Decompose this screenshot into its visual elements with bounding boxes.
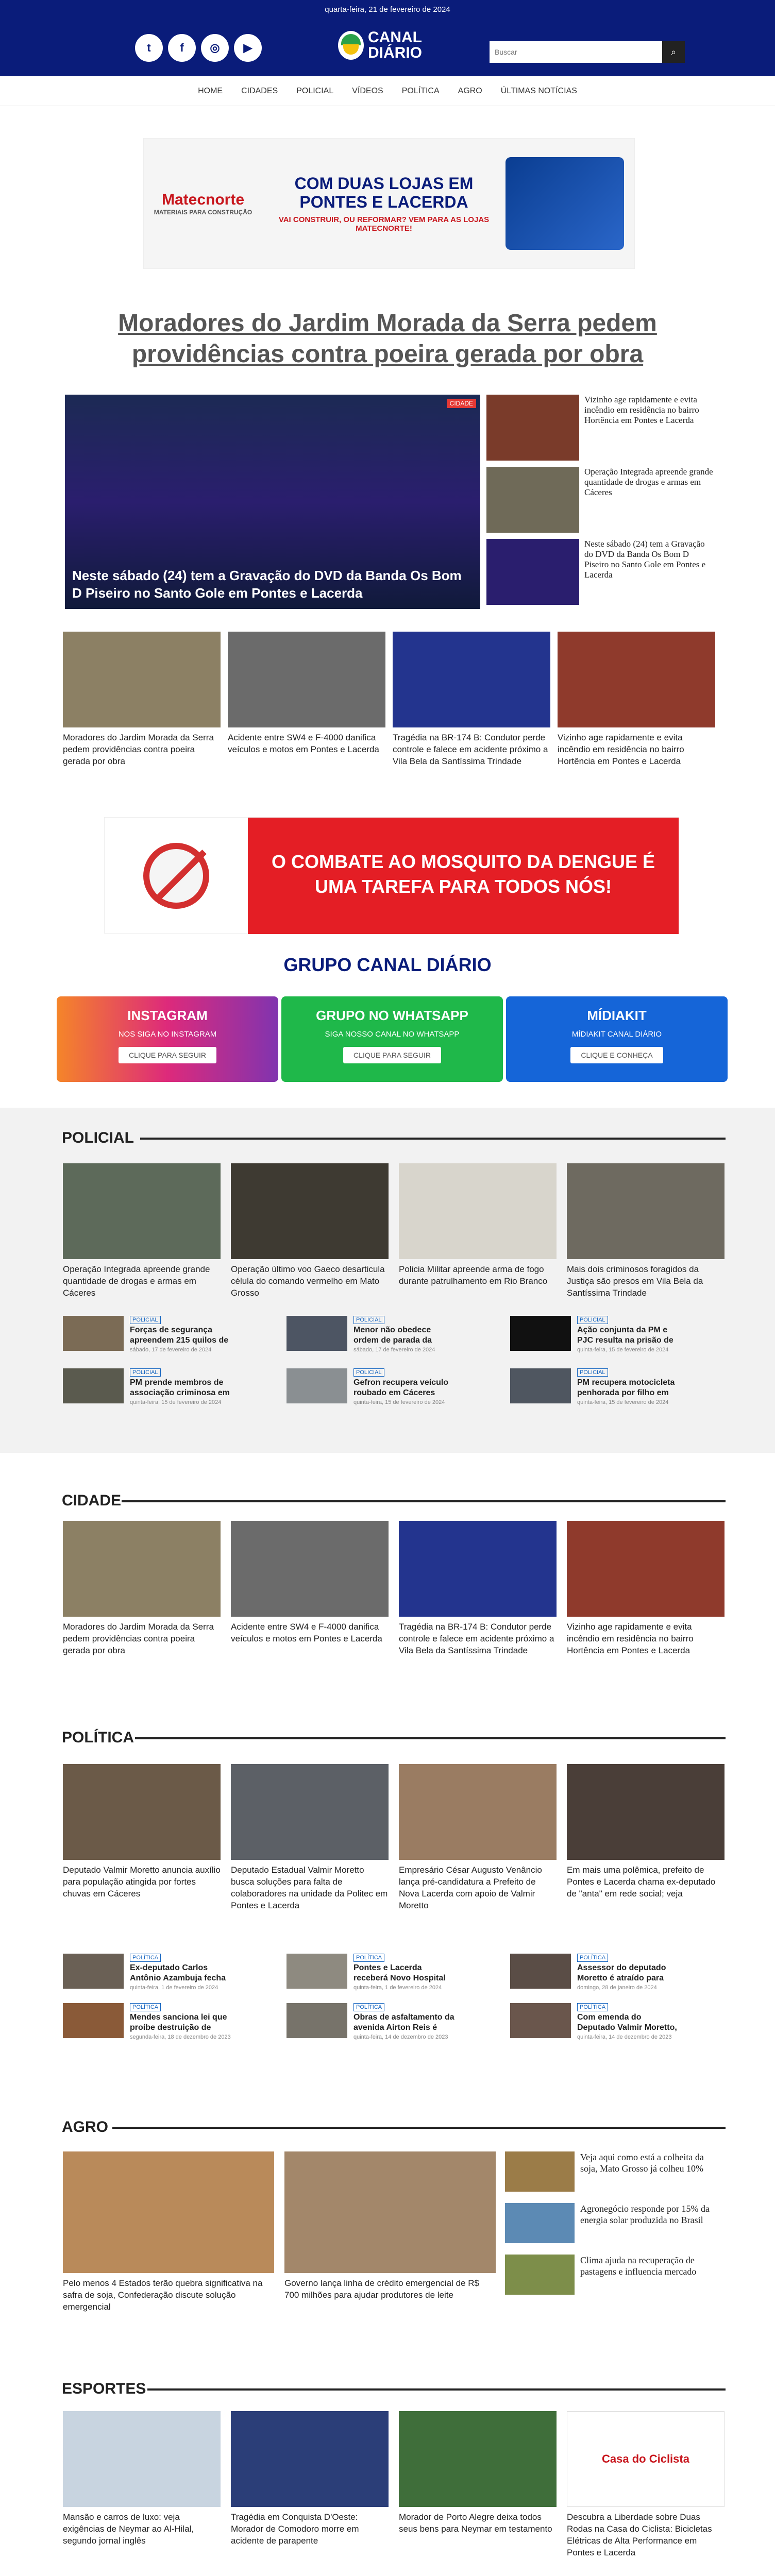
no-mosquito-icon (143, 843, 209, 909)
nav-videos[interactable]: VÍDEOS (352, 86, 383, 95)
side-story[interactable] (486, 539, 713, 605)
news-card-title: Governo lança linha de crédito emergencial de R$ 700 milhões para ajudar produtores de leite (284, 2278, 480, 2300)
youtube-icon[interactable]: ▶ (234, 34, 262, 62)
small-news-item[interactable] (287, 1316, 457, 1351)
news-card-image (63, 1764, 221, 1860)
small-news-image (63, 1368, 124, 1403)
news-card[interactable] (399, 1163, 557, 1287)
news-card-title: Acidente entre SW4 e F-4000 danifica veículos e motos em Pontes e Lacerda (231, 1622, 382, 1643)
small-news-image (63, 1316, 124, 1351)
news-card-image (231, 1163, 389, 1259)
news-card[interactable] (63, 1521, 221, 1656)
category-tag[interactable]: POLICIAL (130, 1368, 161, 1377)
news-card[interactable] (228, 632, 385, 755)
instagram-icon[interactable]: ◎ (201, 34, 229, 62)
small-news-item[interactable] (287, 1368, 457, 1403)
news-card-image (567, 1764, 725, 1860)
side-story-title: Operação Integrada apreende grande quantidade de drogas e armas em Cáceres (584, 467, 713, 497)
top-date-bar (0, 0, 775, 20)
news-card[interactable] (399, 1521, 557, 1656)
news-card-title: Moradores do Jardim Morada da Serra pedem providências contra poeira gerada por obra (63, 1622, 214, 1655)
small-news-title: Pontes e Lacerda receberá Novo Hospital (353, 1963, 446, 1982)
small-news-date: quinta-feira, 14 de dezembro de 2023 (577, 2034, 672, 2040)
category-tag[interactable]: POLÍTICA (577, 2003, 608, 2011)
hero-category: CIDADE (447, 399, 476, 408)
hero-slide[interactable] (65, 395, 480, 609)
category-tag[interactable]: POLÍTICA (353, 2003, 384, 2011)
news-card-image (567, 2411, 725, 2507)
news-card-title: Mais dois criminosos foragidos da Justiça são presos em Vila Bela da Santíssima Trindade (567, 1264, 703, 1298)
group-card-title: MÍDIAKIT (587, 1008, 647, 1023)
news-card[interactable] (231, 1764, 389, 1911)
dengue-campaign-banner[interactable] (104, 817, 679, 934)
small-news-image (63, 2003, 124, 2038)
main-nav (0, 76, 775, 106)
news-card-title: Tragédia na BR-174 B: Condutor perde controle e falece em acidente próximo a Vila Bela da Santíssima Trindade (393, 733, 548, 766)
agro-side-image (505, 2203, 575, 2243)
small-news-date: quinta-feira, 1 de fevereiro de 2024 (353, 1985, 442, 1991)
news-card[interactable] (567, 1521, 725, 1656)
small-news-item[interactable] (287, 1954, 457, 1989)
section-title: POLÍTICA (62, 1729, 134, 1746)
news-card-title: Operação último voo Gaeco desarticula célula do comando vermelho em Mato Grosso (231, 1264, 385, 1298)
news-card[interactable] (399, 1764, 557, 1911)
side-story-image (486, 395, 579, 461)
news-card-title: Policia Militar apreende arma de fogo durante patrulhamento em Rio Branco (399, 1264, 548, 1286)
news-card[interactable] (399, 2411, 557, 2535)
search-form (490, 41, 685, 63)
dengue-campaign-text: O COMBATE AO MOSQUITO DA DENGUE É UMA TAREFA PARA TODOS NÓS! (248, 818, 679, 934)
news-card-title: Operação Integrada apreende grande quantidade de drogas e armas em Cáceres (63, 1264, 210, 1298)
whatsapp-card[interactable] (281, 996, 503, 1082)
logo-mark-icon (338, 31, 364, 60)
small-news-item[interactable] (510, 2003, 680, 2038)
group-card-sub: NOS SIGA NO INSTAGRAM (118, 1030, 217, 1039)
news-card-image (399, 1764, 557, 1860)
category-tag[interactable]: POLICIAL (353, 1368, 384, 1377)
small-news-title: Mendes sanciona lei que proíbe destruição de (130, 2013, 227, 2032)
ad-image (506, 157, 624, 250)
category-tag[interactable]: POLÍTICA (353, 1954, 384, 1962)
side-story[interactable] (486, 467, 713, 533)
news-card-image (399, 1521, 557, 1617)
section-divider (135, 1737, 726, 1739)
news-card-image (231, 2411, 389, 2507)
news-card[interactable] (558, 632, 715, 767)
group-card-sub: MÍDIAKIT CANAL DIÁRIO (571, 1030, 662, 1039)
news-card-image (231, 1764, 389, 1860)
search-button[interactable] (662, 41, 685, 63)
small-news-title: PM prende membros de associação criminosa em (130, 1378, 230, 1397)
category-tag[interactable]: POLICIAL (353, 1316, 384, 1324)
agro-side-image (505, 2151, 575, 2192)
section-title: POLICIAL (62, 1129, 134, 1146)
news-card[interactable] (63, 632, 221, 767)
nav-politica[interactable]: POLÍTICA (401, 86, 440, 95)
small-news-item[interactable] (510, 1368, 680, 1403)
news-card-title: Acidente entre SW4 e F-4000 danifica veículos e motos em Pontes e Lacerda (228, 733, 379, 754)
casa-do-ciclista-logo: Casa do Ciclista (602, 2452, 689, 2465)
news-card-image (567, 1521, 725, 1617)
news-card-image (63, 2411, 221, 2507)
policial-section (0, 1108, 775, 1453)
agro-side-item[interactable] (505, 2255, 716, 2295)
category-tag[interactable]: POLÍTICA (130, 2003, 161, 2011)
section-divider (122, 1500, 726, 1502)
small-news-item[interactable] (63, 1316, 233, 1351)
side-story[interactable] (486, 395, 713, 461)
news-card[interactable] (567, 2411, 725, 2558)
small-news-image (287, 2003, 347, 2038)
agro-side-item[interactable] (505, 2151, 716, 2192)
agro-side-title: Clima ajuda na recuperação de pastagens e influencia mercado (580, 2255, 697, 2277)
news-card-image (399, 1163, 557, 1259)
midiakit-button[interactable]: CLIQUE E CONHEÇA (570, 1047, 663, 1063)
nav-cidades[interactable]: CIDADES (241, 86, 278, 95)
ad-brand-name: Matecnorte (161, 191, 245, 208)
small-news-item[interactable] (63, 1954, 233, 1989)
small-news-title: Com emenda do Deputado Valmir Moretto, (577, 2013, 677, 2032)
small-news-item[interactable] (287, 2003, 457, 2038)
small-news-title: Forças de segurança apreendem 215 quilos de (130, 1326, 229, 1345)
nav-ultimas-noticias[interactable]: ÚLTIMAS NOTÍCIAS (500, 86, 577, 95)
news-card[interactable] (231, 1163, 389, 1299)
small-news-title: Gefron recupera veículo roubado em Cáceres (353, 1378, 449, 1397)
nav-agro[interactable]: AGRO (458, 86, 482, 95)
small-news-date: quinta-feira, 15 de fevereiro de 2024 (577, 1347, 669, 1353)
section-divider (112, 2127, 726, 2129)
site-logo[interactable] (338, 30, 422, 61)
news-card-image (284, 2151, 496, 2273)
small-news-image (287, 1954, 347, 1989)
agro-section (0, 2102, 775, 2349)
small-news-title: Menor não obedece ordem de parada da (353, 1326, 432, 1345)
side-story-image (486, 467, 579, 533)
news-card-title: Morador de Porto Alegre deixa todos seus bens para Neymar em testamento (399, 2512, 552, 2534)
ad-brand (144, 191, 262, 216)
ad-title: COM DUAS LOJAS EM PONTES E LACERDA (294, 174, 474, 211)
ad-subtitle: VAI CONSTRUIR, OU REFORMAR? VEM PARA AS LOJAS MATECNORTE! (278, 215, 490, 233)
news-card-image (558, 632, 715, 727)
news-card-title: Vizinho age rapidamente e evita incêndio em residência no bairro Hortência em Pontes e Lacerda (558, 733, 684, 766)
small-news-image (287, 1316, 347, 1351)
small-news-item[interactable] (63, 1368, 233, 1403)
category-tag[interactable]: POLICIAL (577, 1316, 608, 1324)
section-title: AGRO (62, 2119, 108, 2136)
site-header (0, 20, 775, 76)
news-card[interactable] (393, 632, 550, 767)
side-story-image (486, 539, 579, 605)
current-date: quarta-feira, 21 de fevereiro de 2024 (325, 5, 450, 14)
side-story-title: Vizinho age rapidamente e evita incêndio em residência no bairro Hortência em Pontes e Lacerda (584, 395, 699, 425)
cidade-section (0, 1479, 775, 1700)
news-card-title: Deputado Valmir Moretto anuncia auxílio para população atingida por fortes chuvas em Cáceres (63, 1865, 221, 1899)
small-news-date: sábado, 17 de fevereiro de 2024 (130, 1347, 212, 1353)
small-news-image (510, 1368, 571, 1403)
small-news-date: quinta-feira, 1 de fevereiro de 2024 (130, 1985, 218, 1991)
category-tag[interactable]: POLÍTICA (577, 1954, 608, 1962)
whatsapp-follow-button[interactable]: CLIQUE PARA SEGUIR (343, 1047, 441, 1063)
search-icon: ⌕ (670, 46, 677, 57)
news-card-title: Tragédia na BR-174 B: Condutor perde controle e falece em acidente próximo a Vila Bela da Santíssima Trindade (399, 1622, 554, 1655)
category-tag[interactable]: POLICIAL (577, 1368, 608, 1377)
news-card-title: Tragédia em Conquista D'Oeste: Morador de Comodoro morre em acidente de parapente (231, 2512, 359, 2546)
logo-line-1: CANAL (368, 29, 422, 46)
group-title: GRUPO CANAL DIÁRIO (283, 954, 492, 975)
news-card-image (393, 632, 550, 727)
category-tag[interactable]: POLÍTICA (130, 1954, 161, 1962)
news-card[interactable] (63, 2411, 221, 2547)
news-card[interactable] (63, 1163, 221, 1299)
small-news-image (510, 1954, 571, 1989)
small-news-date: segunda-feira, 18 de dezembro de 2023 (130, 2034, 231, 2040)
hero-caption: Neste sábado (24) tem a Gravação do DVD da Banda Os Bom D Piseiro no Santo Gole em Pontes e Lacerda (72, 568, 462, 601)
news-card[interactable] (284, 2151, 496, 2301)
small-news-date: sábado, 17 de fevereiro de 2024 (353, 1347, 435, 1353)
news-card-title: Vizinho age rapidamente e evita incêndio em residência no bairro Hortência em Pontes e Lacerda (567, 1622, 694, 1655)
esportes-section (0, 2370, 775, 2576)
logo-line-2: DIÁRIO (368, 44, 422, 61)
agro-side-title: Veja aqui como está a colheita da soja, Mato Grosso já colheu 10% (580, 2152, 704, 2174)
group-card-title: INSTAGRAM (127, 1008, 208, 1023)
news-card[interactable] (231, 1521, 389, 1645)
small-news-item[interactable] (510, 1316, 680, 1351)
twitter-icon[interactable]: t (135, 34, 163, 62)
main-headline[interactable]: Moradores do Jardim Morada da Serra pedem providências contra poeira gerada por obra (118, 310, 657, 368)
search-input[interactable] (490, 41, 662, 63)
news-card[interactable] (567, 1764, 725, 1900)
news-card-image (63, 1521, 221, 1617)
small-news-item[interactable] (510, 1954, 680, 1989)
small-news-title: PM recupera motocicleta penhorada por filho em (577, 1378, 675, 1397)
news-card-title: Em mais uma polêmica, prefeito de Pontes e Lacerda chama ex-deputado de "anta" em rede social; veja (567, 1865, 716, 1899)
section-title: CIDADE (62, 1492, 122, 1509)
small-news-date: quinta-feira, 15 de fevereiro de 2024 (130, 1399, 222, 1405)
news-card-title: Pelo menos 4 Estados terão quebra significativa na safra de soja, Confederação discute solução emergencial (63, 2278, 263, 2312)
group-card-sub: SIGA NOSSO CANAL NO WHATSAPP (325, 1030, 460, 1039)
small-news-title: Ex-deputado Carlos Antônio Azambuja fecha (130, 1963, 226, 1982)
news-card-image (399, 2411, 557, 2507)
news-card[interactable] (63, 1764, 221, 1900)
small-news-image (63, 1954, 124, 1989)
news-card-image (231, 1521, 389, 1617)
instagram-follow-button[interactable]: CLIQUE PARA SEGUIR (119, 1047, 216, 1063)
news-card-image (63, 1163, 221, 1259)
news-card-title: Deputado Estadual Valmir Moretto busca soluções para falta de colaboradores na unidade da Politec em Pontes e Lacerda (231, 1865, 388, 1910)
news-card[interactable] (231, 2411, 389, 2547)
small-news-title: Obras de asfaltamento da avenida Airton Reis é (353, 2013, 454, 2032)
small-news-image (510, 1316, 571, 1351)
section-title: ESPORTES (62, 2380, 146, 2397)
section-divider (147, 2388, 726, 2391)
side-story-title: Neste sábado (24) tem a Gravação do DVD da Banda Os Bom D Piseiro no Santo Gole em Pontes e Lacerda (584, 539, 706, 580)
news-card-image (228, 632, 385, 727)
small-news-image (510, 2003, 571, 2038)
agro-side-title: Agronegócio responde por 15% da energia solar produzida no Brasil (580, 2204, 710, 2225)
politica-section (0, 1721, 775, 2087)
nav-home[interactable]: HOME (198, 86, 223, 95)
category-tag[interactable]: POLICIAL (130, 1316, 161, 1324)
small-news-title: Assessor do deputado Moretto é atraído para (577, 1963, 666, 1982)
small-news-title: Ação conjunta da PM e PJC resulta na prisão de (577, 1326, 673, 1345)
news-card-image (567, 1163, 725, 1259)
small-news-date: domingo, 28 de janeiro de 2024 (577, 1985, 657, 1991)
small-news-date: quinta-feira, 14 de dezembro de 2023 (353, 2034, 448, 2040)
news-card[interactable] (567, 1163, 725, 1299)
facebook-icon[interactable]: f (168, 34, 196, 62)
section-divider (140, 1138, 726, 1140)
instagram-card[interactable] (57, 996, 278, 1082)
news-card-image (63, 2151, 274, 2273)
agro-side-item[interactable] (505, 2203, 716, 2243)
small-news-image (287, 1368, 347, 1403)
nav-policial[interactable]: POLICIAL (296, 86, 334, 95)
agro-side-image (505, 2255, 575, 2295)
news-card-title: Descubra a Liberdade sobre Duas Rodas na Casa do Ciclista: Bicicletas Elétricas de Alta Performance em Pontes e Lacerda (567, 2512, 712, 2557)
small-news-date: quinta-feira, 15 de fevereiro de 2024 (353, 1399, 445, 1405)
midiakit-card[interactable] (506, 996, 728, 1082)
news-card-title: Empresário César Augusto Venâncio lança pré-candidatura a Prefeito de Nova Lacerda com apoio de Valmir Moretto (399, 1865, 542, 1910)
news-card[interactable] (63, 2151, 274, 2313)
small-news-item[interactable] (63, 2003, 233, 2038)
news-card-image (63, 632, 221, 727)
small-news-date: quinta-feira, 15 de fevereiro de 2024 (577, 1399, 669, 1405)
ad-brand-sub: MATERIAIS PARA CONSTRUÇÃO (154, 209, 252, 216)
group-card-title: GRUPO NO WHATSAPP (316, 1008, 468, 1023)
social-links (135, 34, 262, 62)
news-card-title: Moradores do Jardim Morada da Serra pedem providências contra poeira gerada por obra (63, 733, 214, 766)
news-card-title: Mansão e carros de luxo: veja exigências de Neymar ao Al-Hilal, segundo jornal inglês (63, 2512, 194, 2546)
ad-banner-matecnorte[interactable] (143, 138, 635, 269)
